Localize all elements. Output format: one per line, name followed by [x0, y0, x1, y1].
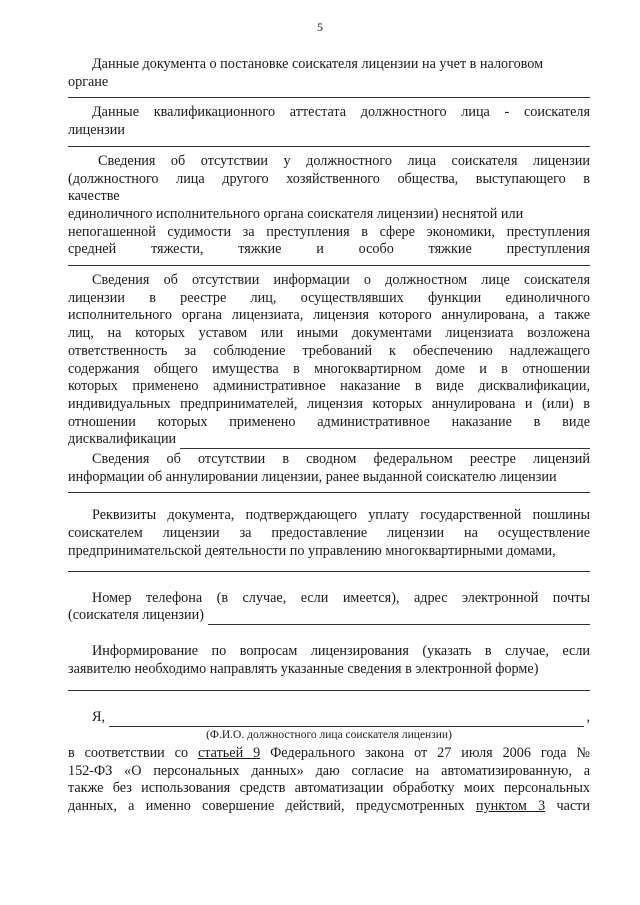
document-body [68, 56, 590, 816]
registry-line-8: индивидуальных предпринимателей, лицензия которых аннулирована и (или) в [68, 395, 590, 412]
informing-section [68, 643, 590, 691]
state-fee-line-3: предпринимательской деятельности по управлению многоквартирными домами, [68, 542, 556, 559]
disqualification-row [68, 431, 590, 449]
contact-line-1: Номер телефона (в случае, если имеется), адрес электронной почты [92, 589, 590, 606]
qualification-line-1: Данные квалификационного аттестата должностного лица - соискателя [92, 104, 590, 121]
registry-line-6: содержания общего имущества в многоквартирном доме и в отношении [68, 360, 590, 377]
registry-line-9: отношении которых применено административное наказание в виде [68, 413, 590, 430]
tax-registration-line-1: Данные документа о постановке соискателя лицензии на учет в налоговом [92, 56, 544, 72]
consent-line-3: также без использования средств автоматизации обработку моих персональных [68, 780, 590, 797]
registry-line-4: лиц, на которых уставом или иными документами лицензиата возложена [68, 325, 590, 342]
annulment-blank[interactable] [68, 492, 590, 493]
informing-line-2: заявителю необходимо направлять указанные сведения в электронной форме) [68, 660, 539, 677]
page-number: 5 [317, 20, 323, 34]
registry-info-section [68, 272, 590, 449]
consent-line-1-pre: в соответствии со [68, 744, 198, 761]
contact-blank[interactable] [208, 611, 590, 625]
clause-3-link[interactable]: пунктом 3 [476, 797, 546, 814]
consent-line-2: 152-ФЗ «О персональных данных» даю согласие на автоматизированную, а [68, 762, 590, 779]
informing-blank[interactable] [68, 690, 590, 691]
contact-section [68, 590, 590, 625]
registry-line-1: Сведения об отсутствии информации о должностном лице соискателя [92, 272, 590, 289]
signatory-row [68, 709, 590, 727]
consent-line-4-pre: данных, а именно совершение действий, предусмотренных [68, 797, 476, 814]
state-fee-line-1: Реквизиты документа, подтверждающего уплату государственной пошлины [92, 507, 590, 524]
registry-line-10: дисквалификации [68, 431, 177, 448]
registry-line-3: исполнительного органа лицензиата, лицензия которого аннулирована, а также [68, 307, 590, 324]
signatory-caption: (Ф.И.О. должностного лица соискателя лицензии) [206, 729, 452, 742]
criminal-line-5: непогашенной судимости за преступления в сфере экономики, преступления [68, 223, 590, 240]
criminal-line-4: единоличного исполнительного органа соискателя лицензии) неснятой или [68, 205, 524, 222]
state-fee-line-2: соискателем лицензии за предоставление лицензии на осуществление [68, 525, 590, 542]
signatory-prefix: Я, [92, 709, 106, 726]
criminal-blank[interactable] [68, 265, 590, 266]
qualification-blank[interactable] [68, 146, 590, 147]
criminal-line-6: средней тяжести, тяжкие и особо тяжкие преступления [68, 241, 590, 258]
tax-registration-blank[interactable] [68, 97, 590, 98]
criminal-line-3: качестве [68, 188, 120, 205]
registry-line-2: лицензии в реестре лиц, осуществлявших функции единоличного [68, 289, 590, 306]
tax-registration-section [68, 56, 590, 98]
annulment-line-1: Сведения об отсутствии в сводном федеральном реестре лицензий [92, 451, 590, 468]
disqualification-blank[interactable] [180, 435, 590, 449]
informing-line-1: Информирование по вопросам лицензирования (указать в случае, если [92, 642, 590, 659]
consent-line-4-post: части [545, 797, 590, 814]
consent-line-1-post: Федерального закона от 27 июля 2006 года № [260, 744, 590, 761]
state-fee-section [68, 507, 590, 571]
registry-line-7: которых применено административное наказание в виде дисквалификации, [68, 378, 590, 395]
criminal-line-2: (должностного лица другого хозяйственного общества, выступающего в [68, 170, 590, 187]
criminal-record-section [68, 153, 590, 266]
contact-line-2: (соискателя лицензии) [68, 607, 204, 624]
annulment-line-2: информации об аннулировании лицензии, ранее выданной соискателю лицензии [68, 468, 557, 485]
qualification-line-2: лицензии [68, 122, 125, 139]
state-fee-blank[interactable] [68, 571, 590, 572]
article-9-link[interactable]: статьей 9 [198, 744, 261, 761]
signatory-comma: , [586, 709, 590, 726]
criminal-line-1: Сведения об отсутствии у должностного лица соискателя лицензии [98, 152, 590, 169]
registry-line-5: ответственность за соблюдение требований к обеспечению надлежащего [68, 342, 590, 359]
consent-line-1 [68, 745, 590, 763]
consent-section [68, 709, 590, 815]
license-annulment-section [68, 451, 590, 493]
contact-row [68, 607, 590, 625]
consent-line-4 [68, 798, 590, 816]
signatory-name-blank[interactable] [109, 713, 584, 727]
tax-registration-line-2: органе [68, 73, 109, 90]
qualification-certificate-section [68, 104, 590, 146]
